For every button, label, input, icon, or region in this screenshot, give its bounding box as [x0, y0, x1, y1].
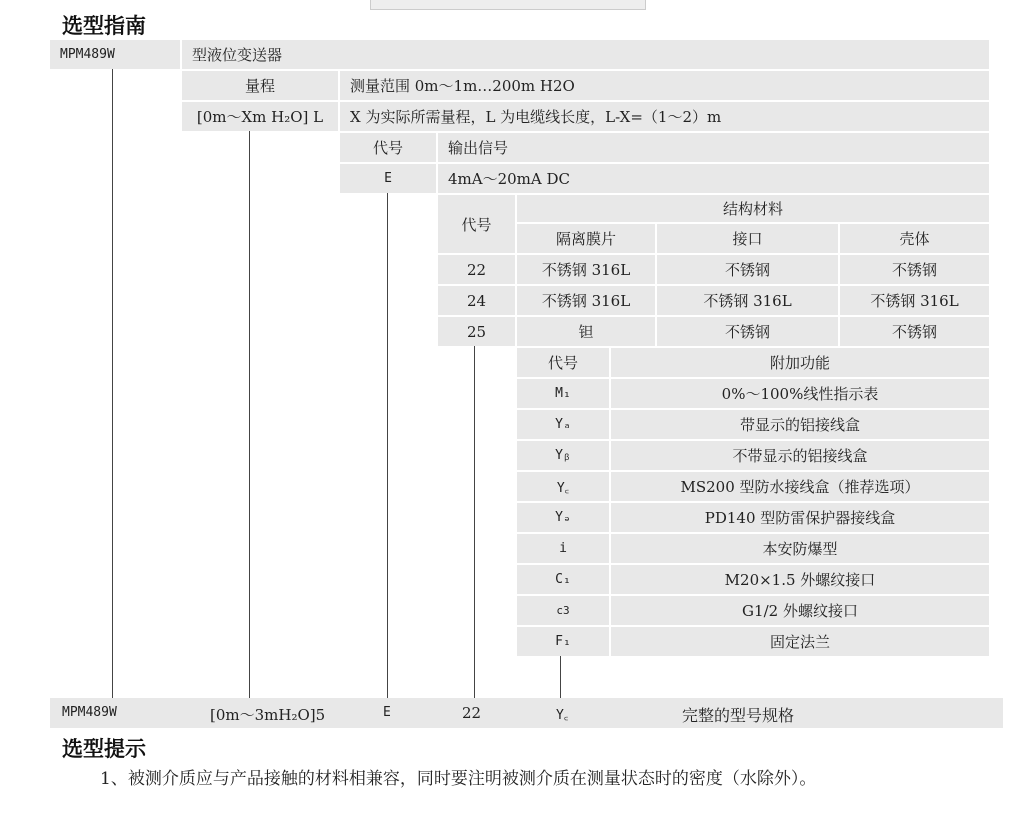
connector-line-output	[387, 193, 388, 698]
option-row-desc: M20×1.5 外螺纹接口	[611, 565, 989, 594]
option-row-code: Y꜀	[517, 472, 609, 501]
material-row-housing: 不锈钢 316L	[840, 286, 989, 315]
option-row-code: F₁	[517, 627, 609, 656]
example-option: Y꜀	[556, 708, 569, 723]
model-name-cell: 型液位变送器	[182, 40, 989, 69]
material-row-connection: 不锈钢 316L	[657, 286, 838, 315]
range-label-cell: 量程	[182, 71, 338, 100]
material-row-connection: 不锈钢	[657, 317, 838, 346]
options-title-cell: 附加功能	[611, 348, 989, 377]
previous-table-fragment	[370, 0, 646, 10]
connector-line-option	[560, 656, 561, 698]
materials-col-housing: 壳体	[840, 224, 989, 253]
example-range: [0m～3mH₂O]5	[210, 706, 326, 724]
material-row-code: 22	[438, 255, 515, 284]
output-value-cell: 4mA～20mA DC	[438, 164, 989, 193]
range-code-cell: [0m～Xm H₂O] L	[182, 102, 338, 131]
materials-col-connection: 接口	[657, 224, 838, 253]
material-row-diaphragm: 钽	[517, 317, 655, 346]
range-note-cell: X 为实际所需量程，L 为电缆线长度，L-X=（1～2）m	[340, 102, 989, 131]
example-output: E	[383, 705, 391, 720]
option-row-code: Yᵦ	[517, 441, 609, 470]
connector-line-material	[474, 346, 475, 698]
option-row-desc: 带显示的铝接线盒	[611, 410, 989, 439]
option-row-desc: MS200 型防水接线盒（推荐选项）	[611, 472, 989, 501]
option-row-desc: 固定法兰	[611, 627, 989, 656]
option-row-desc: G1/2 外螺纹接口	[611, 596, 989, 625]
material-row-diaphragm: 不锈钢 316L	[517, 286, 655, 315]
connector-line-range	[249, 131, 250, 698]
tips-title: 选型提示	[62, 737, 146, 761]
materials-code-header: 代号	[438, 195, 515, 253]
option-row-desc: 不带显示的铝接线盒	[611, 441, 989, 470]
option-row-code: M₁	[517, 379, 609, 408]
option-row-code: C₁	[517, 565, 609, 594]
material-row-housing: 不锈钢	[840, 317, 989, 346]
example-model: MPM489W	[62, 705, 117, 720]
output-code-header: 代号	[340, 133, 436, 162]
option-row-code: i	[517, 534, 609, 563]
example-material: 22	[462, 704, 482, 722]
option-row-desc: 0%～100%线性指示表	[611, 379, 989, 408]
example-row	[50, 698, 1003, 728]
connector-line-model	[112, 69, 113, 698]
material-row-connection: 不锈钢	[657, 255, 838, 284]
output-title-cell: 输出信号	[438, 133, 989, 162]
example-label: 完整的型号规格	[682, 706, 795, 725]
material-row-code: 25	[438, 317, 515, 346]
materials-col-diaphragm: 隔离膜片	[517, 224, 655, 253]
material-row-housing: 不锈钢	[840, 255, 989, 284]
tip-item: 1、被测介质应与产品接触的材料相兼容，同时要注明被测介质在测量状态时的密度（水除外）。	[100, 769, 817, 789]
model-code-cell: MPM489W	[50, 40, 180, 69]
materials-title-cell: 结构材料	[517, 195, 989, 222]
material-row-diaphragm: 不锈钢 316L	[517, 255, 655, 284]
option-row-desc: 本安防爆型	[611, 534, 989, 563]
option-row-desc: PD140 型防雷保护器接线盒	[611, 503, 989, 532]
material-row-code: 24	[438, 286, 515, 315]
page-title: 选型指南	[62, 14, 146, 38]
option-row-code: c3	[517, 596, 609, 625]
option-row-code: Yₐ	[517, 410, 609, 439]
output-code-cell: E	[340, 164, 436, 193]
options-code-header: 代号	[517, 348, 609, 377]
option-row-code: Yₔ	[517, 503, 609, 532]
range-desc-cell: 测量范围 0m～1m…200m H2O	[340, 71, 989, 100]
